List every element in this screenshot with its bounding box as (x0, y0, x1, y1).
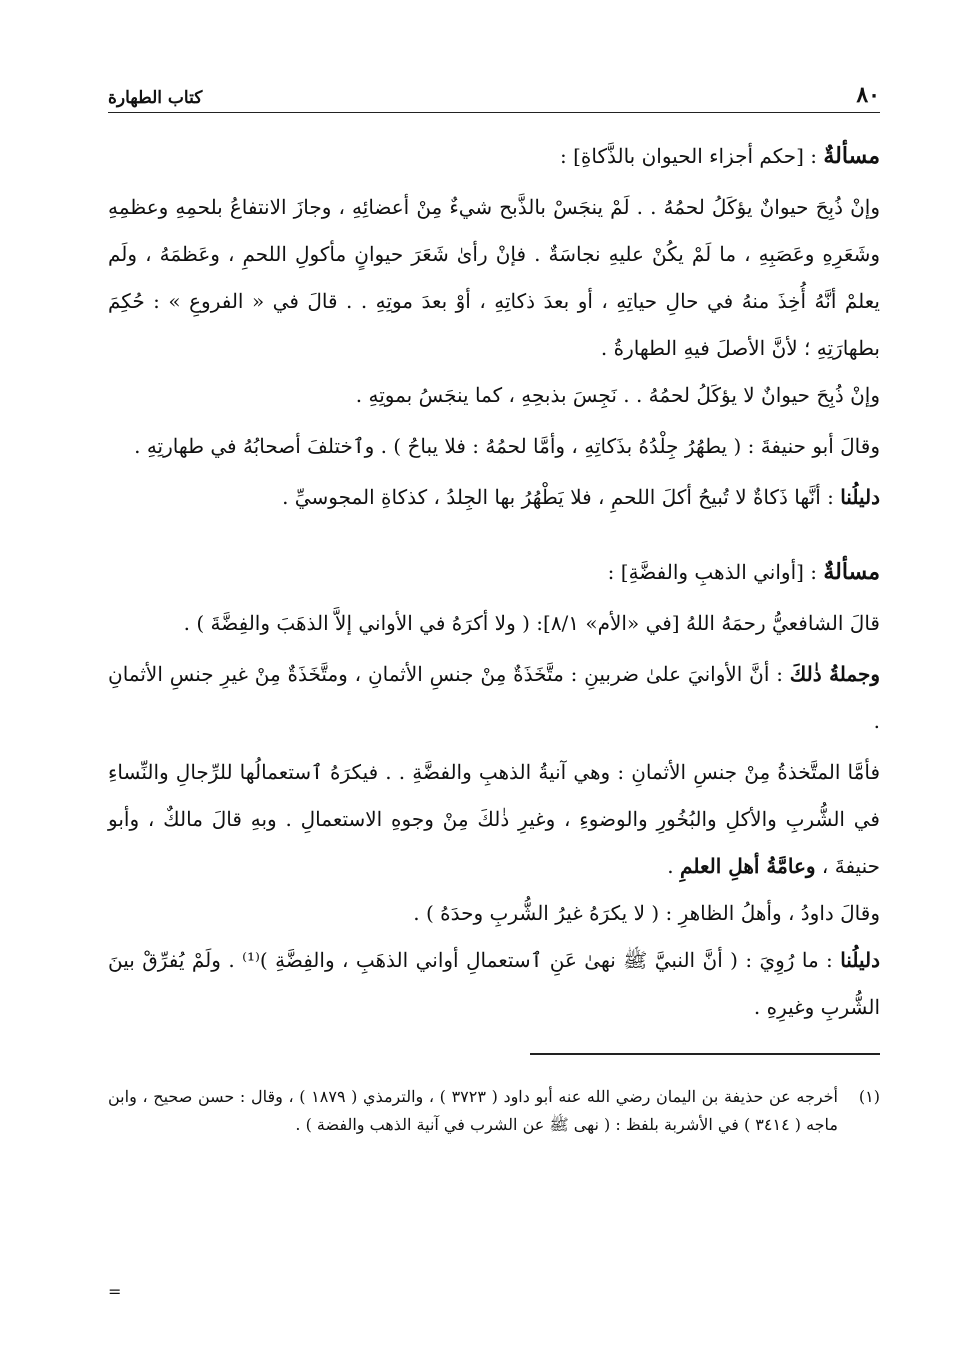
masala-label: مسألةٌ (823, 559, 880, 585)
paragraph: وإنْ ذُبِحَ حيوانٌ لا يؤكَلُ لحمُهُ . . نَجِسَ بذبحِهِ ، كما ينجَسُ بموتِهِ . (355, 383, 880, 407)
proof-label: دليلُنا (840, 948, 880, 972)
section-heading-gold-silver-vessels (108, 549, 880, 596)
paragraph: وإنْ ذُبِحَ حيوانٌ يؤكَلُ لحمُهُ . . لَمْ ينجَسْ بالذَّبح شيءٌ مِنْ أعضائِهِ ، وجازَ الانتفاعُ بلحمِهِ وعظمِهِ وشَعَرِهِ وعَصَبِهِ ، ما لَمْ يكُنْ عليهِ نجاسَةٌ . فإنْ رأىٰ شَعَرَ حيوانٍ مأكولِ اللحمِ ، وعَظمَهُ ، ولَم يعلمْ أنَّهُ أُخِذَ منهُ في حالِ حياتِهِ ، أو بعدَ ذكاتِهِ ، أوْ بعدَ موتِهِ . . قالَ في « الفروعِ » : حُكِمَ بطهارَتِهِ ؛ لأنَّ الأصلَ فيهِ الطهارةُ . (108, 195, 880, 360)
footnote-number: (١) (858, 1087, 880, 1106)
footnote (108, 1083, 880, 1139)
footnote-text: أخرجه عن حذيفة بن اليمان رضي الله عنه أبو داود ( ٣٧٢٣ ) ، والترمذي ( ١٨٧٩ ) ، وقال : حسن صحيح ، وابن ماجه ( ٣٤١٤ ) في الأشربة بلفظ : ( نهى ﷺ عن الشرب في آنية الذهب والفضة ) . (108, 1087, 838, 1134)
footnotes (108, 1083, 880, 1139)
page-number: ٨٠ (856, 82, 880, 108)
section-heading-animal-parts (108, 133, 880, 180)
paragraph: وقالَ داودُ ، وأهلُ الظاهرِ : ( لا يكرَهُ غيرُ الشُّربِ وحدَهُ ) . (413, 901, 880, 925)
masala-label: مسألةٌ (823, 143, 880, 169)
summary-text: : أنَّ الأوانيَ علىٰ ضربينِ : متَّخَذَةٌ مِنْ جنسِ الأثمانِ ، ومتَّخَذَةٌ مِنْ غيرِ جنسِ الأثمانِ . (108, 662, 880, 733)
proof-label: دليلُنا (840, 485, 880, 509)
summary-label: وجملةُ ذٰلكَ (789, 662, 880, 686)
section-heading-text: : [أواني الذهبِ والفضَّةِ] : (607, 560, 824, 584)
footnote-divider (530, 1053, 880, 1055)
paragraph: وقالَ أبو حنيفةَ : ( يطهُرُ جِلْدُهُ بذَكاتِهِ ، وأمَّا لحمُهُ : فلا يباحُ ) . وٱختلفَ أصحابُهُ في طهارتِهِ . (134, 434, 880, 458)
paragraph: قالَ الشافعيُّ رحمَهُ اللهُ [في «الأم» ٨/١]: ( ولا أكرَهُ في الأواني إلاَّ الذهَبَ والفِضَّةَ ) . (183, 611, 880, 635)
section-heading-text: : [حكم أجزاء الحيوان بالذَّكاةِ] : (559, 144, 824, 168)
book-page (108, 70, 880, 1139)
paragraph-text-end: . (667, 854, 681, 878)
continuation-mark: = (108, 1282, 122, 1301)
proof-text: : أنَّها ذَكاةٌ لا تُبيحُ أكلَ اللحمِ ، فلا يَطْهُرُ بها الجِلدُ ، كذكاةِ المجوسيِّ . (282, 485, 841, 509)
running-title: كتاب الطهارة (108, 88, 203, 108)
paragraph-text: فأمَّا المتَّخذةُ مِنْ جنسِ الأثمانِ : وهي آنيةُ الذهبِ والفضَّةِ . . فيكرَهُ ٱستعمالُها للرِّجالِ والنِّساءِ في الشُّربِ والأكلِ والبُخُورِ والوضوءِ ، وغيرِ ذٰلكَ مِنْ وجوهِ الاستعمالِ . وبهِ قالَ مالكٌ ، وأبو حنيفةَ ، (108, 760, 880, 878)
emphasis-text: وعامَّةُ أهلِ العلمِ (680, 854, 816, 878)
proof-text: : ما رُوِيَ : ( أنَّ النبيَّ ﷺ نهىٰ عَنِ ٱستعمالِ أواني الذهَبِ ، والفِضَّةِ )⁽¹⁾ . ولَمْ يُفرِّقْ بينَ الشُّربِ وغيرِهِ . (108, 948, 880, 1019)
proof-paragraph (108, 474, 880, 521)
proof-paragraph (108, 937, 880, 1031)
page-body (108, 133, 880, 1031)
summary-paragraph (108, 651, 880, 745)
page-header (108, 70, 880, 113)
paragraph (108, 749, 880, 890)
